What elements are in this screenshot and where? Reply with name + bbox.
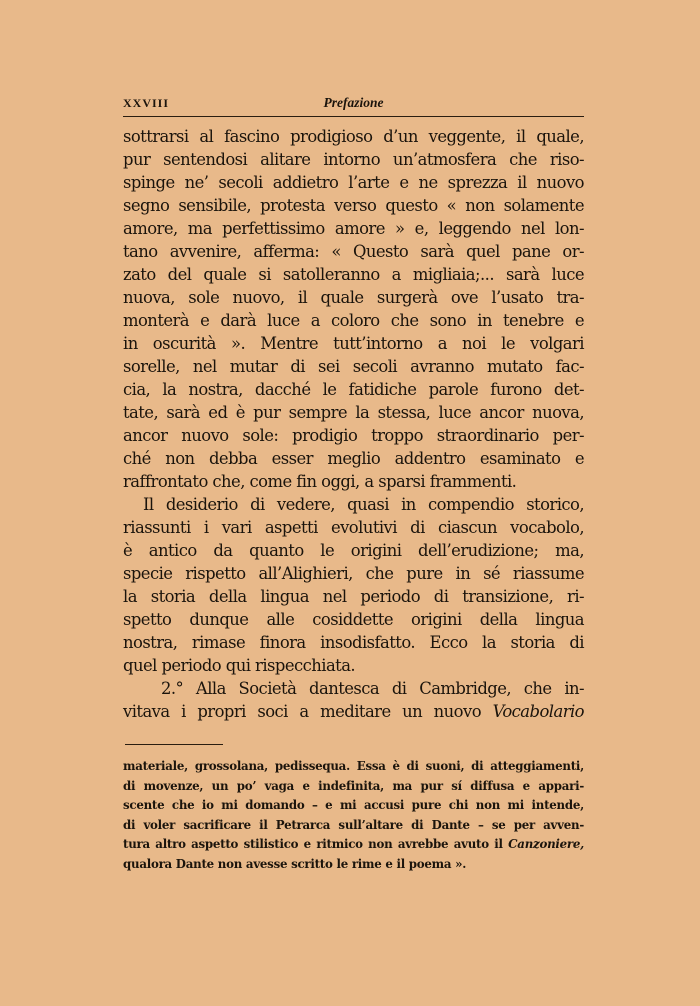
text-line: la storia della lingua nel periodo di transizione, ri- (123, 587, 584, 606)
italic-title: Vocabolario (492, 702, 584, 721)
text-line: amore, ma perfettissimo amore » e, leggendo nel lon- (123, 219, 584, 238)
running-head (123, 94, 584, 116)
text-line: zato del quale si satolleranno a migliaia;... sarà luce (123, 265, 584, 284)
text-line: in oscurità ». Mentre tutt’intorno a noi le volgari (123, 334, 584, 353)
text-line: tate, sarà ed è pur sempre la stessa, luce ancor nuova, (123, 403, 584, 422)
text-line: spinge ne’ secoli addietro l’arte e ne sprezza il nuovo (123, 173, 584, 192)
text-line: quel periodo qui rispecchiata. (123, 656, 356, 675)
text-line: monterà e darà luce a coloro che sono in tenebre e (123, 311, 584, 330)
paragraph-start: 2.° Alla Società dantesca di Cambridge, che in- (161, 679, 584, 698)
text-line: sottrarsi al fascino prodigioso d’un veggente, il quale, (123, 127, 584, 146)
text-segment: vitava i propri soci a meditare un nuovo (123, 702, 493, 721)
text-line (123, 700, 584, 723)
text-segment: tura altro aspetto stilistico e ritmico non avrebbe avuto il (123, 837, 509, 852)
footnote-line: materiale, grossolana, pedissequa. Essa è di suoni, di atteggiamenti, (123, 759, 584, 773)
header-rule (123, 116, 584, 117)
footnote-line: di movenze, un po’ vaga e indefinita, ma pur sí diffusa e appari- (123, 778, 584, 793)
footnote-line: scente che io mi domando – e mi accusi pure chi non mi intende, (123, 798, 584, 813)
footnote-rule (125, 744, 223, 745)
text-line: raffrontato che, come fin oggi, a sparsi frammenti. (123, 472, 517, 491)
text-line: pur sentendosi alitare intorno un’atmosfera che riso- (123, 150, 584, 169)
text-line: nuova, sole nuovo, il quale surgerà ove l’usato tra- (123, 288, 584, 307)
text-line: tano avvenire, afferma: « Questo sarà quel pane or- (123, 242, 584, 261)
text-line: nostra, rimase finora insodisfatto. Ecco la storia di (123, 633, 584, 652)
text-line: specie rispetto all’Alighieri, che pure in sé riassume (123, 564, 584, 583)
text-line: spetto dunque alle cosiddette origini della lingua (123, 610, 584, 629)
running-title: Prefazione (323, 95, 384, 110)
text-line: riassunti i vari aspetti evolutivi di ciascun vocabolo, (123, 518, 584, 537)
text-line: ché non debba esser meglio addentro esaminato e (123, 449, 584, 468)
text-line: è antico da quanto le origini dell’erudizione; ma, (123, 541, 584, 560)
footnote-line: qualora Dante non avesse scritto le rime e il poema ». (123, 856, 467, 871)
text-line: sorelle, nel mutar di sei secoli avranno mutato fac- (123, 357, 584, 376)
footnote-line (123, 835, 584, 855)
footnote (123, 757, 584, 875)
text-line: cia, la nostra, dacché le fatidiche parole furono det- (123, 380, 584, 399)
text-line: ancor nuovo sole: prodigio troppo straordinario per- (123, 426, 584, 445)
footnote-line: di voler sacrificare il Petrarca sull’altare di Dante – se per avven- (123, 817, 584, 832)
paragraph-start: Il desiderio di vedere, quasi in compendio storico, (143, 495, 584, 514)
main-text (123, 125, 584, 723)
page-number: XXVIII (123, 96, 170, 110)
italic-title: Canzoniere, (508, 837, 584, 852)
text-line: segno sensibile, protesta verso questo « non solamente (123, 196, 584, 215)
book-page (123, 94, 584, 875)
